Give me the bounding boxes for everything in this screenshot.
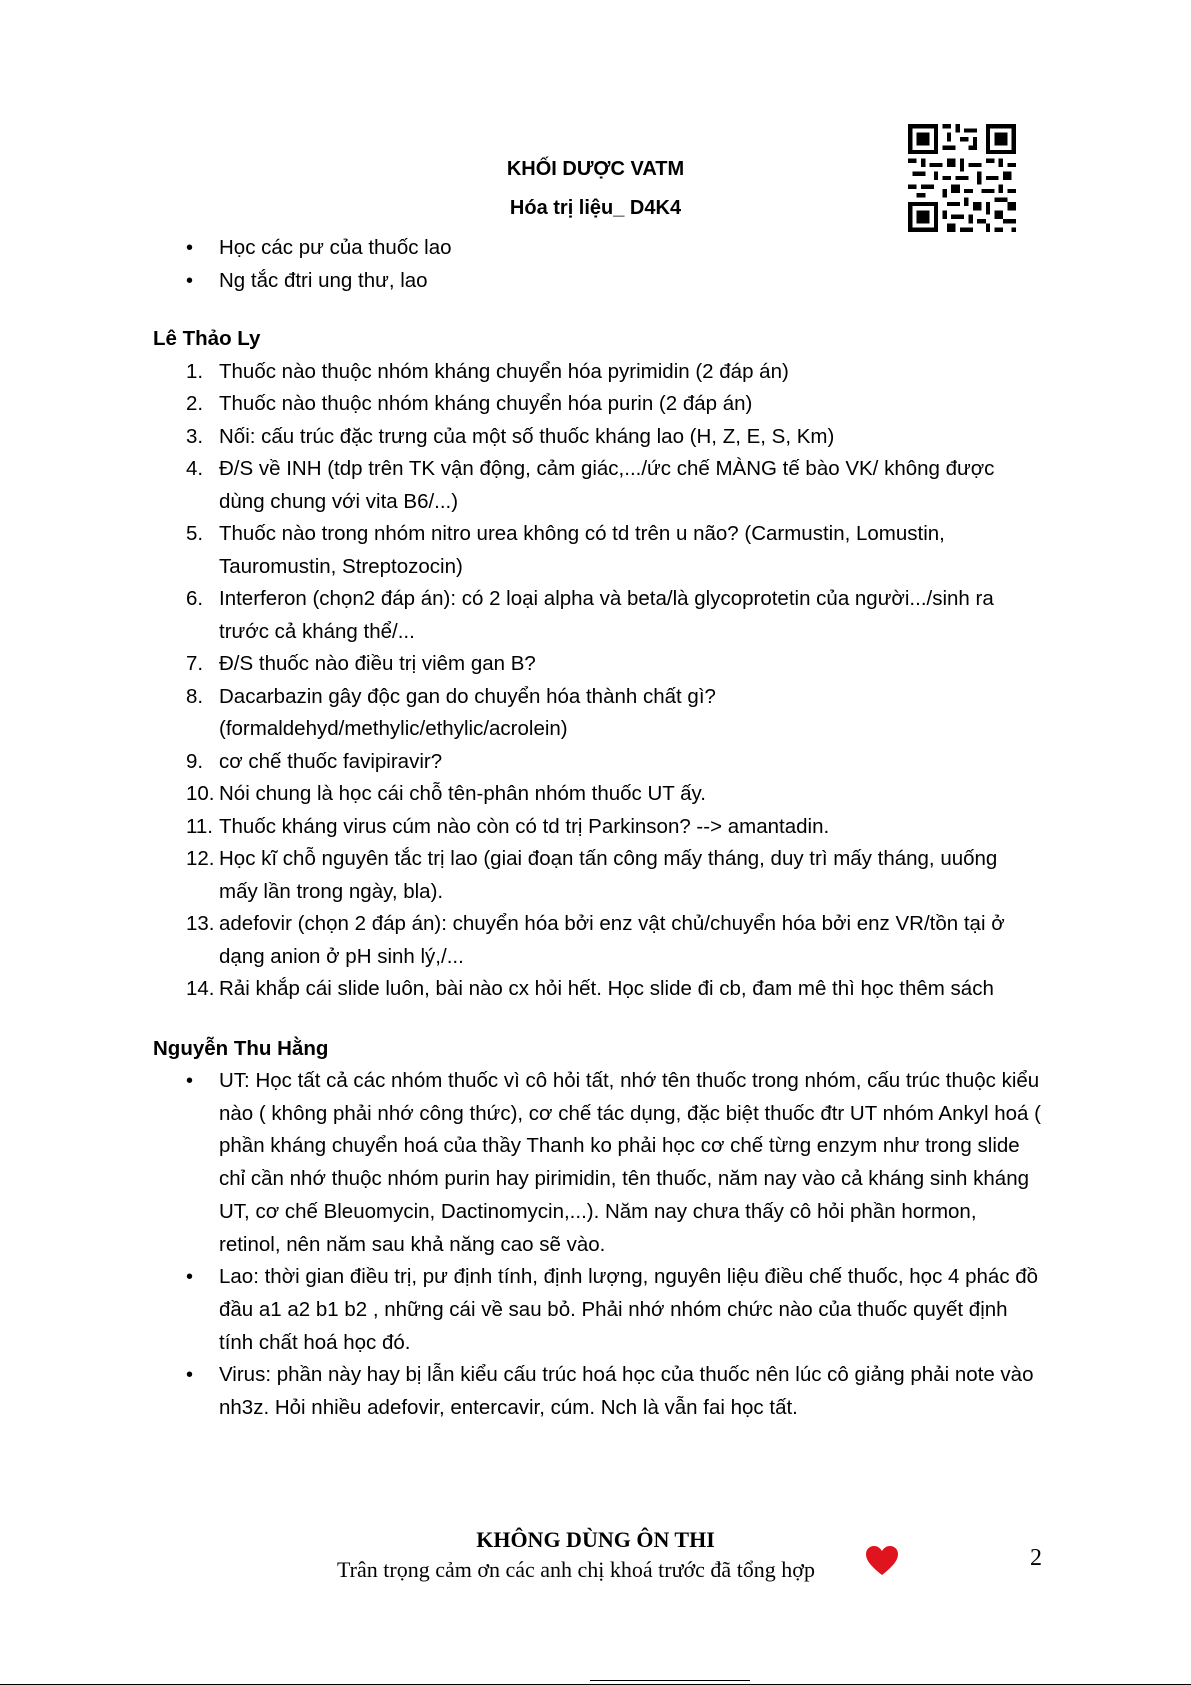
- list-item: 8. Dacarbazin gây độc gan do chuyển hóa thành chất gì? (formaldehyd/methylic/ethylic/acrolein): [186, 684, 716, 740]
- list-item: • Học các pư của thuốc lao: [0, 232, 1191, 265]
- list-item: • Ng tắc đtri ung thư, lao: [0, 265, 1191, 298]
- list-item: • Lao: thời gian điều trị, pư định tính, định lượng, nguyên liệu điều chế thuốc, học 4 phác đồ đầu a1 a2 b1 b2 , những cái về sau bỏ. Phải nhớ nhóm chức nào của thuốc quyết định tính chất hoá học đó.: [0, 1261, 1191, 1359]
- list-item: • Virus: phần này hay bị lẫn kiểu cấu trúc hoá học của thuốc nên lúc cô giảng phải note vào nh3z. Hỏi nhiều adefovir, entercavir, cúm. Nch là vẫn fai học tất.: [0, 1359, 1191, 1424]
- document-body: [0, 232, 1191, 1425]
- list-item: 3. Nối: cấu trúc đặc trưng của một số thuốc kháng lao (H, Z, E, S, Km): [186, 424, 835, 448]
- list-item: 4. Đ/S về INH (tdp trên TK vận động, cảm giác,.../ức chế MÀNG tế bào VK/ không được dùng chung với vita B6/...): [186, 457, 995, 513]
- list-item: 5. Thuốc nào trong nhóm nitro urea không có td trên u não? (Carmustin, Lomustin, Tauromustin, Streptozocin): [186, 522, 945, 578]
- list-item: 1. Thuốc nào thuộc nhóm kháng chuyển hóa pyrimidin (2 đáp án): [186, 359, 789, 383]
- list-item: 10. Nói chung là học cái chỗ tên-phân nhóm thuốc UT ấy.: [186, 782, 706, 805]
- list-item: 6. Interferon (chọn2 đáp án): có 2 loại alpha và beta/là glycoprotetin của người.../sinh ra trước cả kháng thể/...: [186, 587, 994, 643]
- question-list: [0, 356, 1191, 1006]
- list-item: 12. Học kĩ chỗ nguyên tắc trị lao (giai đoạn tấn công mấy tháng, duy trì mấy tháng, uuống mấy lần trong ngày, bla).: [186, 847, 998, 903]
- list-item: 9. cơ chế thuốc favipiravir?: [186, 749, 443, 773]
- list-item: 2. Thuốc nào thuộc nhóm kháng chuyển hóa purin (2 đáp án): [186, 392, 753, 415]
- footer-title: KHÔNG DÙNG ÔN THI: [476, 1527, 715, 1552]
- footer-thanks: Trân trọng cảm ơn các anh chị khoá trước đã tổng hợp: [337, 1557, 815, 1582]
- page-number: 2: [1030, 1545, 1042, 1571]
- heart-icon: [866, 1546, 898, 1576]
- list-item: • UT: Học tất cả các nhóm thuốc vì cô hỏi tất, nhớ tên thuốc trong nhóm, cấu trúc thuộc kiểu nào ( không phải nhớ công thức), cơ chế tác dụng, đặc biệt thuốc đtr UT nhóm Ankyl hoá ( phần kháng chuyển hoá của thầy Thanh ko phải học cơ chế từng enzym như trong slide chỉ cần nhớ thuộc nhóm purin hay pirimidin, tên thuốc, năm nay vào cả kháng sinh kháng UT, cơ chế Bleuomycin, Dactinomycin,...). Năm nay chưa thấy cô hỏi phần hormon, retinol, nên năm sau khả năng cao sẽ vào.: [0, 1065, 1191, 1261]
- notes-bullet-list: [0, 1065, 1191, 1425]
- document-subtitle: Hóa trị liệu_ D4K4: [509, 197, 682, 219]
- document-title: KHỐI DƯỢC VATM: [506, 158, 685, 180]
- list-item: 14. Rải khắp cái slide luôn, bài nào cx hỏi hết. Học slide đi cb, đam mê thì học thêm sách: [186, 977, 994, 1000]
- list-item: 13. adefovir (chọn 2 đáp án): chuyển hóa bởi enz vật chủ/chuyển hóa bởi enz VR/tồn tại ở dạng anion ở pH sinh lý,/...: [186, 912, 1005, 968]
- footer-divider: [590, 1680, 750, 1681]
- intro-bullet-list: [0, 232, 1191, 297]
- list-item: 7. Đ/S thuốc nào điều trị viêm gan B?: [186, 652, 536, 675]
- section-author: Nguyễn Thu Hằng: [153, 1036, 329, 1060]
- list-item: 11. Thuốc kháng virus cúm nào còn có td trị Parkinson? --> amantadin.: [186, 814, 830, 838]
- section-author: Lê Thảo Ly: [153, 327, 261, 350]
